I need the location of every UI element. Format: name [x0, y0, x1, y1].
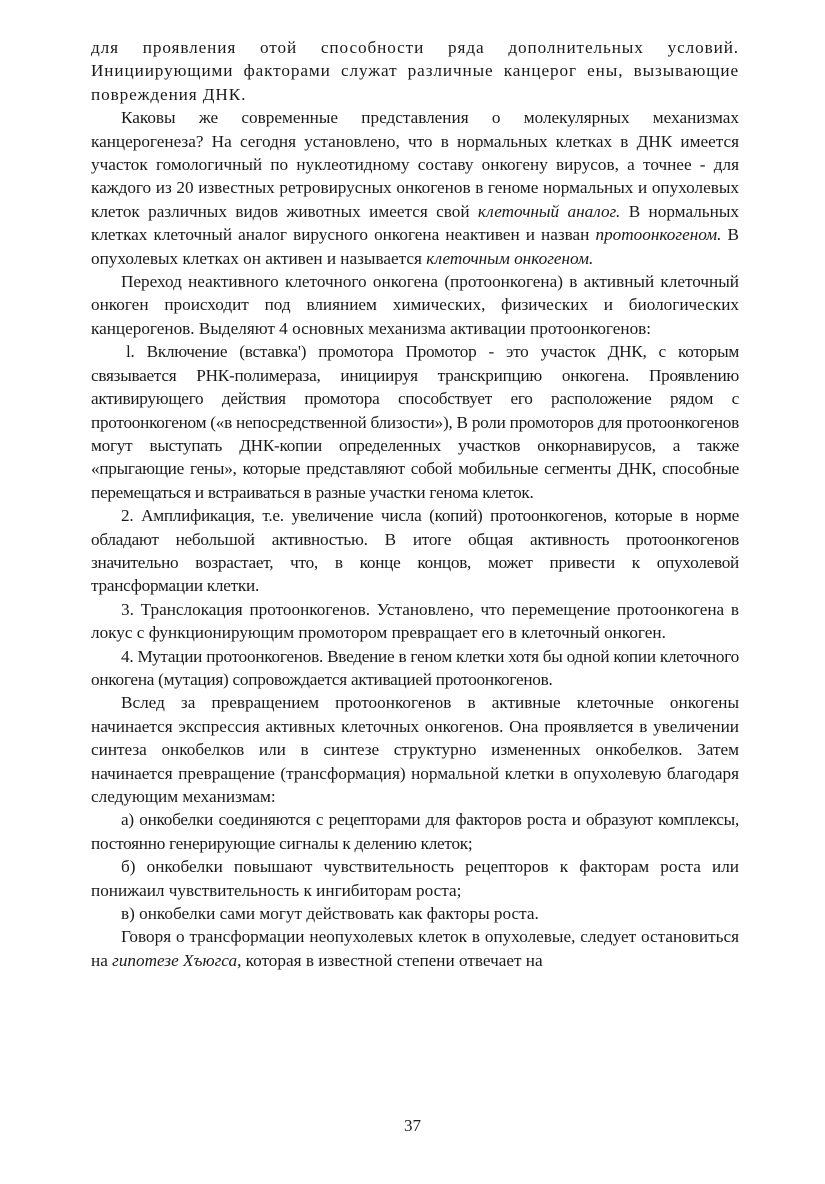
text-run: Говоря о трансформации неопухолевых клеток в опухолевые, следует остановиться на: [91, 927, 739, 970]
text-run: 3. Транслокация протоонкогенов. Установлено, что перемещение протоонкогена в локус с функционирующим промотором превращает его в клеточный онкоген.: [91, 599, 739, 643]
paragraph: [91, 106, 739, 270]
text-run: для проявления отой способности ряда дополнительных условий. Инициирующими факторами служат различные канцерог ены, вызывающие повреждения ДНК.: [91, 38, 739, 104]
italic-term: протоонкогеном.: [595, 225, 722, 245]
text-run: которая в известной степени отвечает на: [241, 950, 543, 970]
paragraph: [91, 36, 739, 106]
text-run: в) онкобелки сами могут действовать как факторы роста.: [121, 904, 539, 924]
text-run: Каковы же современные представления о молекулярных механизмах канцерогенеза? На сегодня установлено, что в нормальных клетках в ДНК имеется участок гомологичный по нуклеотидному составу онкогену вирусов, а точнее - для каждого из 20 известных ретровирусных онкогенов в геноме нормальных и опухолевых клеток различных видов животных имеется свой: [91, 108, 739, 221]
list-item-c: [91, 902, 739, 925]
text-run: а) онкобелки соединяются с рецепторами для факторов роста и образуют комплексы, постоянно генерирующие сигналы к делению клеток;: [91, 810, 739, 853]
paragraph: [91, 691, 739, 808]
list-item-amplification: [91, 504, 739, 598]
text-run: 4. Мутации протоонкогенов. Введение в геном клетки хотя бы одной копии клеточного онкогена (мутация) сопровождается активацией протоонкогенов.: [91, 646, 739, 689]
text-run: l. Включение (вставка') промотора Промотор - это участок ДНК, с которым связывается РНК-полимераза, инициируя транскрипцию онкогена. Проявлению активирующего действия промотора способствует его расположение рядом с протоонкогеном («в непосредственной близости»), В роли промоторов для протоонкогенов могут выступать ДНК-копии определенных участков онкорнавирусов, а также «прыгающие гены», которые представляют собой мобильные сегменты ДНК, способные перемещаться и встраиваться в разные участки генома клеток.: [91, 342, 739, 502]
text-run: Переход неактивного клеточного онкогена (протоонкогена) в активный клеточный онкоген происходит под влиянием химических, физических и биологических канцерогенов. Выделяют 4 основных механизма активации протоонкогенов:: [91, 272, 739, 338]
list-item-mutations: [91, 645, 739, 692]
list-item-a: [91, 808, 739, 855]
text-run: Вслед за превращением протоонкогенов в активные клеточные онкогены начинается экспрессия активных клеточных онкогенов. Она проявляется в увеличении синтеза онкобелков или в синтезе структурно измененных онкобелков. Затем начинается превращение (трансформация) нормальной клетки в опухолевую благодаря следующим механизмам:: [91, 693, 739, 806]
page-number: 37: [404, 1116, 421, 1135]
italic-term: клеточным онкогеном.: [426, 248, 594, 268]
text-run: В опухолевых клетках он активен и называется: [91, 225, 739, 268]
italic-term: клеточный аналог.: [477, 201, 621, 221]
text-run: 2. Амплификация, т.е. увеличение числа (копий) протоонкогенов, которые в норме обладают небольшой активностью. В итоге общая активность протоонкогенов значительно возрастает, что, в конце концов, может привести к опухолевой трансформации клетки.: [91, 506, 739, 596]
text-run: б) онкобелки повышают чувствительность рецепторов к факторам роста или понижаил чувствительность к ингибиторам роста;: [91, 857, 739, 900]
list-item-b: [91, 855, 739, 902]
list-item-promoter: [91, 340, 739, 504]
list-item-translocation: [91, 598, 739, 645]
paragraph: [91, 925, 739, 972]
text-run: В нормальных клетках клеточный аналог вирусного онкогена неактивен и назван: [91, 201, 739, 245]
body-text: [91, 36, 739, 972]
paragraph: [91, 270, 739, 340]
italic-term: гипотезе Хъюгса,: [112, 950, 242, 970]
